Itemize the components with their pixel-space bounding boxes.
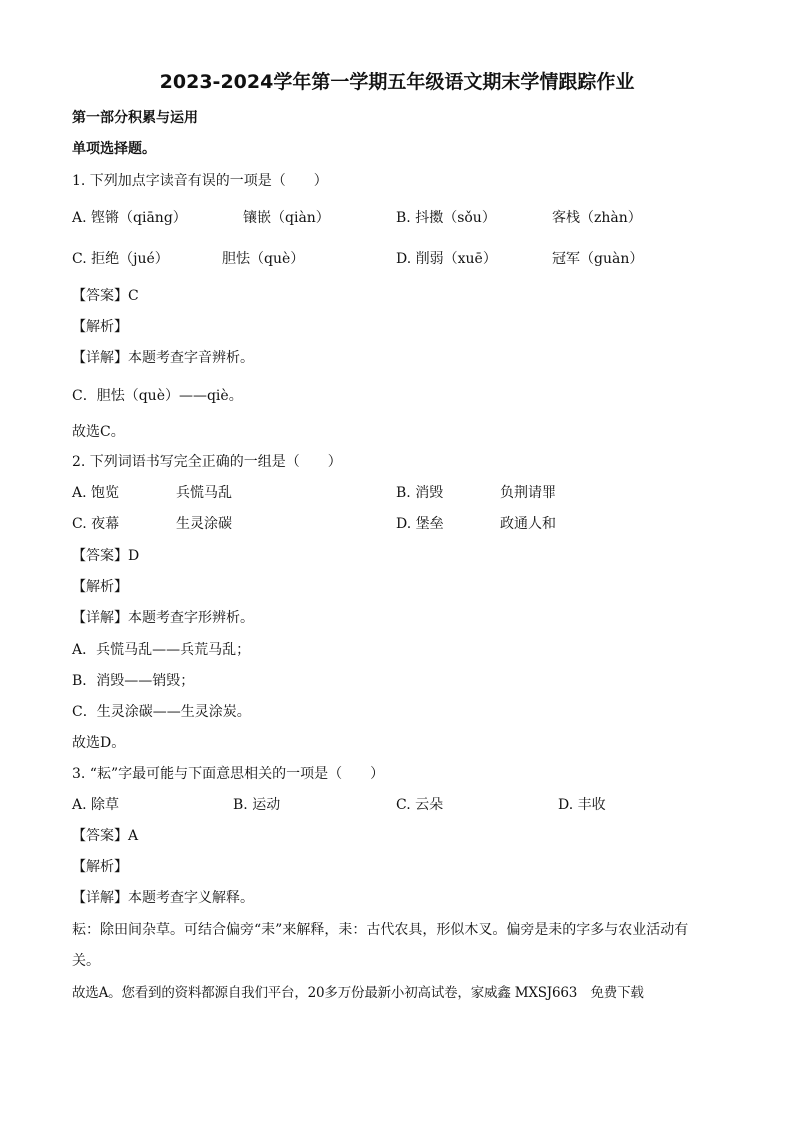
section-heading: 单项选择题。 [72,141,156,157]
q3-option-b: B. 运动 [233,797,281,813]
q2-option-a1: A. 饱览 [72,485,120,501]
q3-option-d: D. 丰收 [558,797,606,813]
q2-option-a2: 兵慌马乱 [176,485,232,501]
q1-option-d1: D. 削弱（xuē） [396,251,497,267]
q1-conclusion: 故选C。 [72,424,125,440]
q2-option-b1: B. 消毁 [396,485,444,501]
q3-conclusion: 故选A。您看到的资料都源自我们平台，20多万份最新小初高试卷，家威鑫 MXSJ663 免费下载 [72,985,644,1001]
q1-stem: 1. 下列加点字读音有误的一项是（ ） [72,173,328,189]
q3-explain-line2: 关。 [72,953,100,969]
q3-explain-line1: 耘：除田间杂草。可结合偏旁“耒”来解释，耒：古代农具，形似木叉。偏旁是耒的字多与农业活动有 [72,922,689,938]
q3-option-a: A. 除草 [72,797,120,813]
q3-answer: 【答案】A [72,828,139,844]
q1-option-c1: C. 拒绝（jué） [72,251,169,267]
q2-explain-b: B．消毁——销毁； [72,673,195,689]
q2-explain-a: A．兵慌马乱——兵荒马乱； [72,642,251,658]
q1-option-b2: 客栈（zhàn） [552,210,642,226]
q1-explain: C．胆怯（què）——qiè。 [72,388,243,404]
q3-option-c: C. 云朵 [396,797,444,813]
q1-analysis: 【解析】 [72,319,128,335]
part-heading: 第一部分积累与运用 [72,110,198,126]
q2-stem: 2. 下列词语书写完全正确的一组是（ ） [72,454,342,470]
document-title: 2023-2024学年第一学期五年级语文期末学情跟踪作业 [159,71,635,93]
q3-detail: 【详解】本题考查字义解释。 [72,890,254,906]
q1-option-b1: B. 抖擞（sǒu） [396,210,496,226]
q3-stem: 3. “耘”字最可能与下面意思相关的一项是（ ） [72,766,385,782]
q2-detail: 【详解】本题考查字形辨析。 [72,610,254,626]
q2-conclusion: 故选D。 [72,735,126,751]
q1-answer: 【答案】C [72,288,139,304]
q2-option-c1: C. 夜幕 [72,516,120,532]
q1-option-a2: 镶嵌（qiàn） [243,210,330,226]
q2-option-c2: 生灵涂碳 [176,516,232,532]
q2-explain-c: C．生灵涂碳——生灵涂炭。 [72,704,251,720]
q1-option-a1: A. 铿锵（qiāng） [72,210,187,226]
q1-option-d2: 冠军（guàn） [552,251,644,267]
q2-option-d1: D. 堡垒 [396,516,444,532]
q2-option-d2: 政通人和 [500,516,556,532]
q2-option-b2: 负荆请罪 [500,485,556,501]
q2-answer: 【答案】D [72,548,140,564]
q1-option-c2: 胆怯（què） [222,251,305,267]
q3-analysis: 【解析】 [72,859,128,875]
q2-analysis: 【解析】 [72,579,128,595]
q1-detail: 【详解】本题考查字音辨析。 [72,350,254,366]
